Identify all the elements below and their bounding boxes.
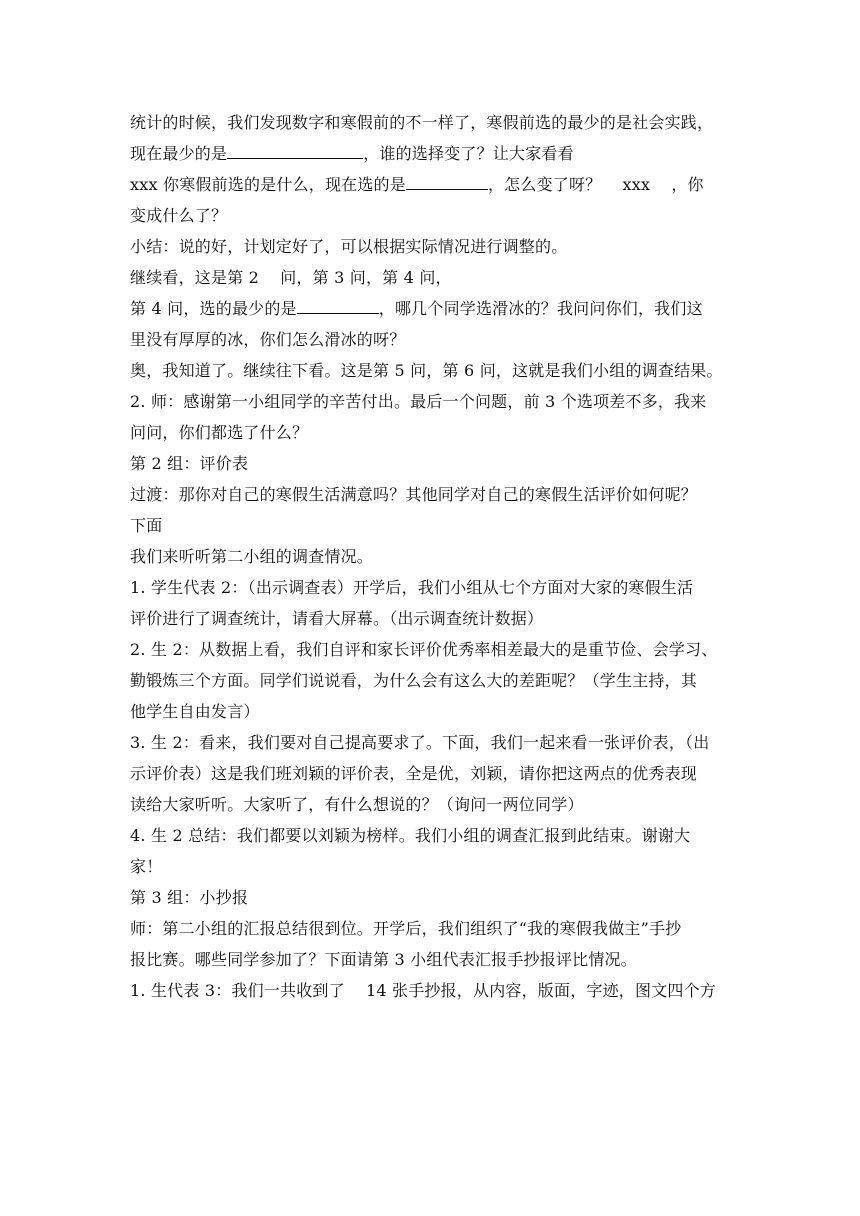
text-line: 继续看，这是第 2 问，第 3 问，第 4 问，	[130, 268, 452, 287]
text-line: 3. 生 2：看来，我们要对自己提高要求了。下面，我们一起来看一张评价表，（出	[130, 733, 710, 752]
text-line: 读给大家听听。大家听了，有什么想说的？（询问一两位同学）	[130, 795, 584, 814]
text-line: 下面	[130, 516, 163, 535]
text-segment: 第 4 问，选的最少的是	[130, 299, 297, 318]
text-line: 2. 师：感谢第一小组同学的辛苦付出。最后一个问题，前 3 个选项差不多，我来	[130, 392, 707, 411]
section-heading: 第 2 组：评价表	[130, 454, 249, 473]
blank-underline	[227, 142, 363, 159]
text-line: 里没有厚厚的冰，你们怎么滑冰的呀？	[130, 330, 406, 349]
text-line: 家！	[130, 857, 163, 876]
text-line: 1. 生代表 3：我们一共收到了 14 张手抄报，从内容，版面，字迹，图文四个方	[130, 981, 717, 1000]
text-line: 变成什么了？	[130, 206, 228, 225]
text-segment: xxx 你寒假前选的是什么，现在选的是	[130, 175, 406, 194]
text-line: 勤锻炼三个方面。同学们说说看，为什么会有这么大的差距呢？（学生主持，其	[130, 671, 698, 690]
text-line: 小结：说的好，计划定好了，可以根据实际情况进行调整的。	[130, 237, 568, 256]
text-segment: ，谁的选择变了？让大家看看	[363, 144, 574, 163]
text-line: 我们来听听第二小组的调查情况。	[130, 547, 374, 566]
blank-underline	[406, 173, 488, 190]
text-line: 统计的时候，我们发现数字和寒假前的不一样了，寒假前选的最少的是社会实践，	[130, 113, 714, 132]
text-line: 4. 生 2 总结：我们都要以刘颖为榜样。我们小组的调查汇报到此结束。谢谢大	[130, 826, 691, 845]
text-line: 1. 学生代表 2：（出示调查表）开学后，我们小组从七个方面对大家的寒假生活	[130, 578, 694, 597]
text-line: 2. 生 2：从数据上看，我们自评和家长评价优秀率相差最大的是重节俭、会学习、	[130, 640, 718, 659]
text-line	[130, 138, 730, 169]
text-line: 过渡：那你对自己的寒假生活满意吗？其他同学对自己的寒假生活评价如何呢？	[130, 485, 698, 504]
blank-underline	[297, 297, 379, 314]
text-line: 报比赛。哪些同学参加了？下面请第 3 小组代表汇报手抄报评比情况。	[130, 950, 637, 969]
text-line: 他学生自由发言）	[130, 702, 260, 721]
text-line: 示评价表）这是我们班刘颖的评价表，全是优，刘颖，请你把这两点的优秀表现	[130, 764, 698, 783]
section-heading: 第 3 组：小抄报	[130, 888, 249, 907]
text-line: 奥，我知道了。继续往下看。这是第 5 问，第 6 问，这就是我们小组的调查结果。	[130, 361, 723, 380]
document-body	[130, 107, 730, 1006]
text-line: 问问，你们都选了什么？	[130, 423, 309, 442]
text-segment: ，怎么变了呀？ xxx ，你	[487, 175, 704, 194]
text-segment: ，哪几个同学选滑冰的？我问问你们，我们这	[378, 299, 703, 318]
text-line: 师：第二小组的汇报总结很到位。开学后，我们组织了“我的寒假我做主”手抄	[130, 919, 682, 938]
text-line	[130, 169, 730, 200]
text-line: 评价进行了调查统计，请看大屏幕。（出示调查统计数据）	[130, 609, 544, 628]
text-segment: 现在最少的是	[130, 144, 228, 163]
text-line	[130, 293, 730, 324]
